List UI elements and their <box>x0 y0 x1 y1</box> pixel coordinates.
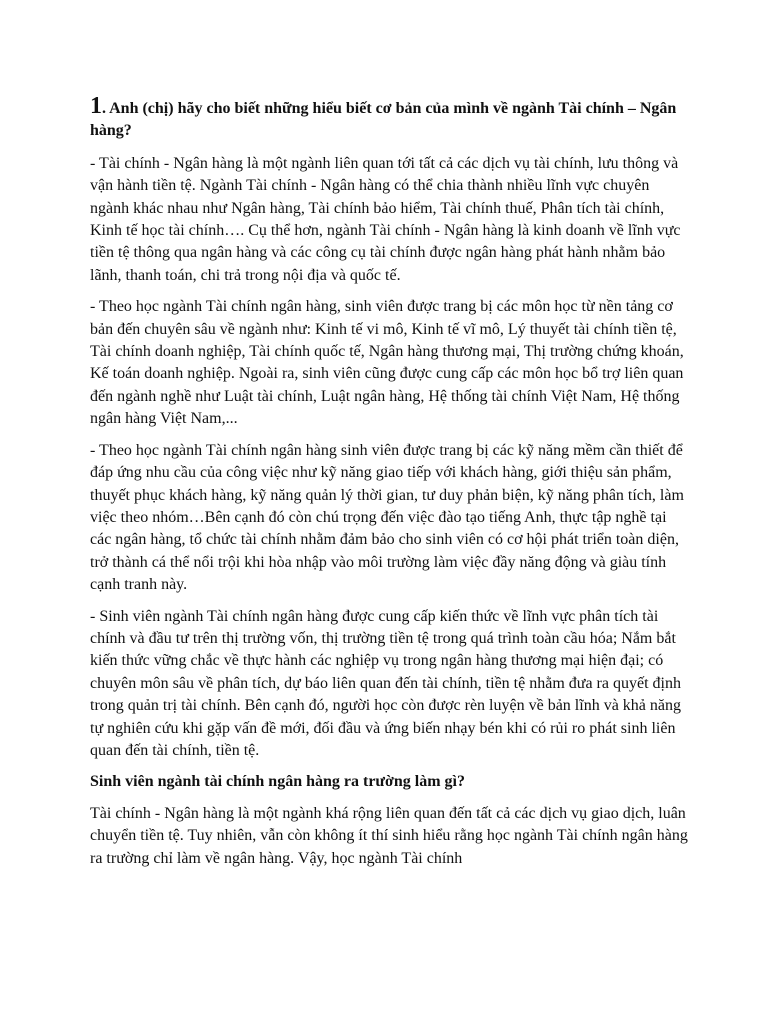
paragraph-courses: - Theo học ngành Tài chính ngân hàng, sinh viên được trang bị các môn học từ nền tảng cơ bản đến chuyên sâu về ngành như: Kinh tế vi mô, Kinh tế vĩ mô, Lý thuyết tài chính tiền tệ, Tài chính doanh nghiệp, Tài chính quốc tế, Ngân hàng thương mại, Thị trường chứng khoán, Kế toán doanh nghiệp. Ngoài ra, sinh viên cũng được cung cấp các môn học bổ trợ liên quan đến ngành nghề như Luật tài chính, Luật ngân hàng, Hệ thống tài chính Việt Nam, Hệ thống ngân hàng Việt Nam,... <box>90 298 684 428</box>
document-page <box>90 95 690 879</box>
question-text: . Anh (chị) hãy cho biết những hiểu biết cơ bản của mình về ngành Tài chính – Ngân hàng? <box>90 100 677 140</box>
paragraph-soft-skills: - Theo học ngành Tài chính ngân hàng sinh viên được trang bị các kỹ năng mềm cần thiết để đáp ứng nhu cầu của công việc như kỹ năng giao tiếp với khách hàng, giới thiệu sản phẩm, thuyết phục khách hàng, kỹ năng quản lý thời gian, tư duy phản biện, kỹ năng phân tích, làm việc theo nhóm…Bên cạnh đó còn chú trọng đến việc đào tạo tiếng Anh, thực tập nghề tại các ngân hàng, tổ chức tài chính nhằm đảm bảo cho sinh viên có cơ hội phát triển toàn diện, trở thành cá thể nổi trội khi hòa nhập vào môi trường làm việc đầy năng động và giàu tính cạnh tranh này. <box>90 441 684 594</box>
paragraph-careers: Tài chính - Ngân hàng là một ngành khá rộng liên quan đến tất cả các dịch vụ giao dịch, luân chuyển tiền tệ. Tuy nhiên, vẫn còn không ít thí sinh hiểu rằng học ngành Tài chính ngân hàng ra trường chỉ làm về ngân hàng. Vậy, học ngành Tài chính <box>90 804 688 867</box>
section-subheading: Sinh viên ngành tài chính ngân hàng ra trường làm gì? <box>90 773 465 791</box>
paragraph-knowledge: - Sinh viên ngành Tài chính ngân hàng được cung cấp kiến thức về lĩnh vực phân tích tài chính và đầu tư trên thị trường vốn, thị trường tiền tệ trong quá trình toàn cầu hóa; Nắm bắt kiến thức vững chắc về thực hành các nghiệp vụ trong ngân hàng thương mại hiện đại; có chuyên môn sâu về phân tích, dự báo liên quan đến tài chính, tiền tệ nhằm đưa ra quyết định trong quản trị tài chính. Bên cạnh đó, người học còn được rèn luyện về bản lĩnh và khả năng tự nghiên cứu khi gặp vấn đề mới, đối đầu và ứng biến nhạy bén khi có rủi ro phát sinh liên quan đến tài chính, tiền tệ. <box>90 607 681 759</box>
question-number: 1 <box>90 93 102 119</box>
paragraph-overview: - Tài chính - Ngân hàng là một ngành liên quan tới tất cả các dịch vụ tài chính, lưu thông và vận hành tiền tệ. Ngành Tài chính - Ngân hàng có thể chia thành nhiều lĩnh vực chuyên ngành khác nhau như Ngân hàng, Tài chính bảo hiểm, Tài chính thuế, Phân tích tài chính, Kinh tế học tài chính…. Cụ thể hơn, ngành Tài chính - Ngân hàng là kinh doanh về lĩnh vực tiền tệ thông qua ngân hàng và các công cụ tài chính được ngân hàng phát hành nhằm bảo lãnh, thanh toán, chi trả trong nội địa và quốc tế. <box>90 154 681 284</box>
question-heading <box>90 95 690 143</box>
